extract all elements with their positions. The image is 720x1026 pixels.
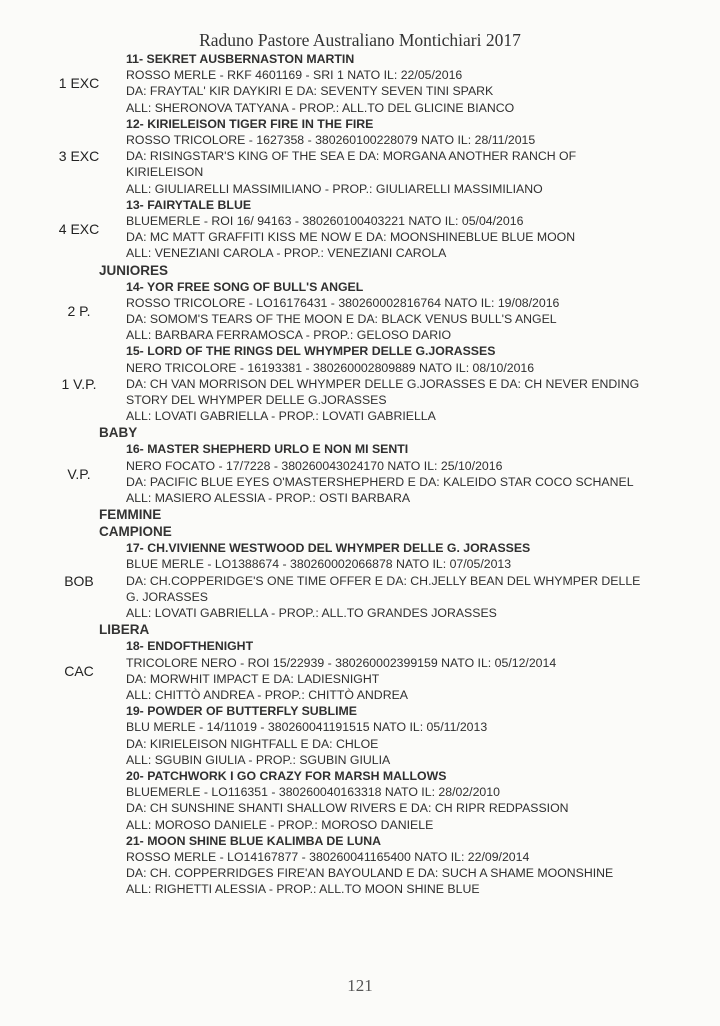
entry-detail-line: ALL: VENEZIANI CAROLA - PROP.: VENEZIANI CAROLA (126, 246, 447, 261)
entry-detail-line: DA: FRAYTAL' KIR DAYKIRI E DA: SEVENTY SEVEN TINI SPARK (126, 84, 494, 99)
dog-entry (0, 51, 720, 116)
dog-name: 13- FAIRYTALE BLUE (126, 197, 252, 212)
entry-detail-line: DA: KIRIELEISON NIGHTFALL E DA: CHLOE (126, 736, 379, 751)
entry-detail-line: ALL: MOROSO DANIELE - PROP.: MOROSO DANIELE (126, 817, 434, 832)
entry-detail-line: ROSSO MERLE - RKF 4601169 - SRI 1 NATO IL: 22/05/2016 (126, 68, 463, 83)
entry-detail-line: DA: RISINGSTAR'S KING OF THE SEA E DA: MORGANA ANOTHER RANCH OF (126, 149, 577, 164)
entry-detail-line: STORY DEL WHYMPER DELLE G.JORASSES (126, 393, 387, 408)
dog-entry (0, 116, 720, 197)
section-heading: JUNIORES (99, 262, 169, 278)
entry-detail-line: TRICOLORE NERO - ROI 15/22939 - 380260002399159 NATO IL: 05/12/2014 (126, 655, 557, 670)
entry-detail-line: ALL: MASIERO ALESSIA - PROP.: OSTI BARBARA (126, 491, 411, 506)
dog-name: 19- POWDER OF BUTTERFLY SUBLIME (126, 704, 357, 719)
judging-result: BOB (64, 572, 94, 589)
dog-entry (0, 768, 720, 833)
entry-detail-line: ALL: SHERONOVA TATYANA - PROP.: ALL.TO DEL GLICINE BIANCO (126, 100, 515, 115)
entry-detail-line: DA: CH SUNSHINE SHANTI SHALLOW RIVERS E DA: CH RIPR REDPASSION (126, 801, 569, 816)
judging-result: 1 V.P. (61, 375, 97, 392)
entry-detail-line: ROSSO TRICOLORE - 1627358 - 380260100228079 NATO IL: 28/11/2015 (126, 133, 536, 148)
entry-detail-line: BLUEMERLE - LO116351 - 380260040163318 NATO IL: 28/02/2010 (126, 785, 500, 800)
entry-detail-line: DA: CH.COPPERIDGE'S ONE TIME OFFER E DA: CH.JELLY BEAN DEL WHYMPER DELLE (126, 573, 641, 588)
entry-detail-line: DA: CH. COPPERRIDGES FIRE'AN BAYOULAND E DA: SUCH A SHAME MOONSHINE (126, 866, 614, 881)
entry-detail-line: ALL: RIGHETTI ALESSIA - PROP.: ALL.TO MOON SHINE BLUE (126, 882, 480, 897)
catalog-content (0, 51, 720, 898)
dog-entry (0, 197, 720, 262)
entry-detail-line: KIRIELEISON (126, 165, 204, 180)
section-heading: LIBERA (99, 622, 150, 638)
entry-detail-line: ALL: GIULIARELLI MASSIMILIANO - PROP.: GIULIARELLI MASSIMILIANO (126, 181, 543, 196)
judging-result: 4 EXC (58, 221, 100, 238)
dog-name: 14- YOR FREE SONG OF BULL'S ANGEL (126, 279, 364, 294)
entry-detail-line: NERO TRICOLORE - 16193381 - 380260002809889 NATO IL: 08/10/2016 (126, 360, 535, 375)
entry-detail-line: BLUE MERLE - LO1388674 - 380260002066878 NATO IL: 07/05/2013 (126, 557, 512, 572)
entry-detail-line: G. JORASSES (126, 589, 209, 604)
entry-detail-line: ALL: LOVATI GABRIELLA - PROP.: ALL.TO GRANDES JORASSES (126, 606, 497, 621)
dog-entry (0, 540, 720, 621)
entry-detail-line: DA: PACIFIC BLUE EYES O'MASTERSHEPHERD E DA: KALEIDO STAR COCO SCHANEL (126, 474, 634, 489)
dog-name: 18- ENDOFTHENIGHT (126, 639, 254, 654)
entry-detail-line: ROSSO TRICOLORE - LO16176431 - 380260002816764 NATO IL: 19/08/2016 (126, 295, 560, 310)
entry-detail-line: ALL: BARBARA FERRAMOSCA - PROP.: GELOSO DARIO (126, 328, 452, 343)
judging-result: 3 EXC (58, 148, 100, 165)
entry-detail-line: DA: SOMOM'S TEARS OF THE MOON E DA: BLACK VENUS BULL'S ANGEL (126, 312, 557, 327)
judging-result: V.P. (67, 465, 91, 482)
entry-detail-line: ALL: SGUBIN GIULIA - PROP.: SGUBIN GIULIA (126, 752, 391, 767)
judging-result: 1 EXC (58, 75, 100, 92)
section-heading: CAMPIONE (99, 524, 172, 540)
dog-entry (0, 441, 720, 506)
entry-detail-line: ROSSO MERLE - LO14167877 - 380260041165400 NATO IL: 22/09/2014 (126, 849, 530, 864)
section-heading: BABY (99, 425, 138, 441)
section-heading: FEMMINE (99, 507, 162, 523)
dog-entry (0, 833, 720, 898)
dog-entry (0, 703, 720, 768)
dog-entry (0, 343, 720, 424)
entry-detail-line: BLUEMERLE - ROI 16/ 94163 - 380260100403221 NATO IL: 05/04/2016 (126, 214, 524, 229)
dog-name: 21- MOON SHINE BLUE KALIMBA DE LUNA (126, 833, 382, 848)
dog-name: 15- LORD OF THE RINGS DEL WHYMPER DELLE G.JORASSES (126, 344, 496, 359)
dog-name: 11- SEKRET AUSBERNASTON MARTIN (126, 52, 355, 66)
dog-name: 17- CH.VIVIENNE WESTWOOD DEL WHYMPER DELLE G. JORASSES (126, 541, 531, 556)
entry-detail-line: NERO FOCATO - 17/7228 - 380260043024170 NATO IL: 25/10/2016 (126, 458, 503, 473)
page-number: 121 (347, 976, 373, 995)
judging-result: CAC (64, 662, 94, 679)
entry-detail-line: ALL: CHITTÒ ANDREA - PROP.: CHITTÒ ANDREA (126, 687, 408, 702)
dog-entry (0, 638, 720, 703)
dog-name: 20- PATCHWORK I GO CRAZY FOR MARSH MALLOWS (126, 768, 447, 783)
entry-detail-line: DA: CH VAN MORRISON DEL WHYMPER DELLE G.JORASSES E DA: CH NEVER ENDING (126, 376, 640, 391)
dog-name: 16- MASTER SHEPHERD URLO E NON MI SENTI (126, 442, 409, 457)
dog-name: 12- KIRIELEISON TIGER FIRE IN THE FIRE (126, 116, 374, 131)
entry-detail-line: BLU MERLE - 14/11019 - 380260041191515 NATO IL: 05/11/2013 (126, 720, 488, 735)
entry-detail-line: ALL: LOVATI GABRIELLA - PROP.: LOVATI GABRIELLA (126, 409, 436, 424)
dog-entry (0, 279, 720, 344)
page-header: Raduno Pastore Australiano Montichiari 2017 (199, 30, 521, 50)
entry-detail-line: DA: MC MATT GRAFFITI KISS ME NOW E DA: MOONSHINEBLUE BLUE MOON (126, 230, 576, 245)
judging-result: 2 P. (67, 303, 91, 320)
entry-detail-line: DA: MORWHIT IMPACT E DA: LADIESNIGHT (126, 671, 380, 686)
